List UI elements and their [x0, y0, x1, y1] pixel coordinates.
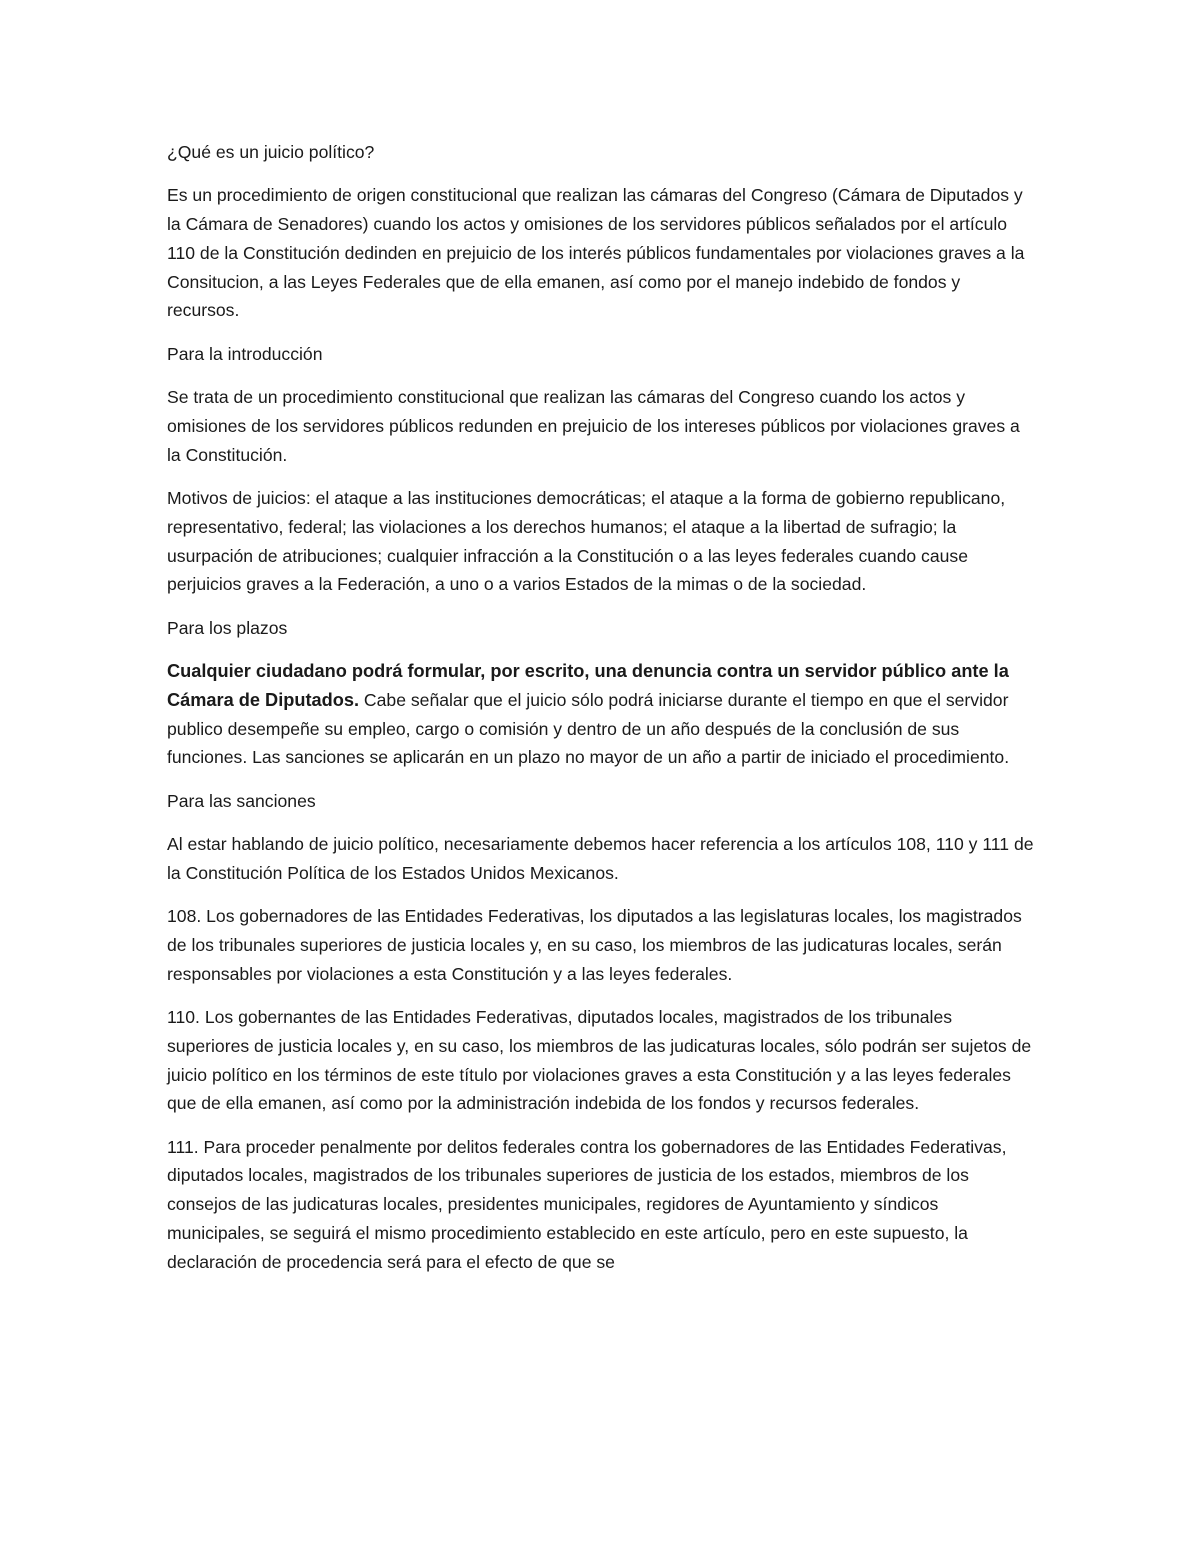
deadlines-bold-text: Cualquier ciudadano podrá formular, por escrito, una denuncia contra un servidor público ante la Cámara de Diputados. [167, 660, 1009, 710]
article-108-paragraph: 108. Los gobernadores de las Entidades Federativas, los diputados a las legislaturas locales, los magistrados de los tribunales superiores de justicia locales y, en su caso, los miembros de las judicaturas locales, serán responsables por violaciones a esta Constitución y a las leyes federales. [167, 906, 1022, 984]
article-110-paragraph: 110. Los gobernantes de las Entidades Federativas, diputados locales, magistrados de los tribunales superiores de justicia locales y, en su caso, los miembros de las judicaturas locales, sólo podrán ser sujetos de juicio político en los términos de este título por violaciones graves a esta Constitución y a las leyes federales que de ella emanen, así como por la administración indebida de los fondos y recursos federales. [167, 1006, 1032, 1114]
motives-paragraph: Motivos de juicios: el ataque a las instituciones democráticas; el ataque a la forma de gobierno republicano, representativo, federal; las violaciones a los derechos humanos; el ataque a la libertad de sufragio; la usurpación de atribuciones; cualquier infracción a la Constitución o a las leyes federales cuando cause perjuicios graves a la Federación, a uno o a varios Estados de la mimas o de la sociedad. [167, 487, 1006, 595]
intro-paragraph: Se trata de un procedimiento constitucional que realizan las cámaras del Congreso cuando los actos y omisiones de los servidores públicos redunden en prejuicio de los intereses públicos por violaciones graves a la Constitución. [167, 387, 1020, 465]
deadlines-text: Cabe señalar que el juicio sólo podrá iniciarse durante el tiempo en que el servidor publico desempeñe su empleo, cargo o comisión y dentro de un año después de la conclusión de sus funciones. Las sanciones se aplicarán en un plazo no mayor de un año a partir de iniciado el procedimiento. [167, 689, 1010, 768]
deadlines-heading: Para los plazos [167, 617, 288, 638]
deadlines-paragraph [167, 657, 1037, 772]
document-body [167, 138, 1037, 1291]
definition-paragraph: Es un procedimiento de origen constitucional que realizan las cámaras del Congreso (Cámara de Diputados y la Cámara de Senadores) cuando los actos y omisiones de los servidores públicos señalados por el artículo 110 de la Constitución dedinden en prejuicio de los interés públicos fundamentales por violaciones graves a la Consitucion, a las Leyes Federales que de ella emanen, así como por el manejo indebido de fondos y recursos. [167, 185, 1025, 321]
question-heading: ¿Qué es un juicio político? [167, 142, 375, 162]
article-111-paragraph: 111. Para proceder penalmente por delitos federales contra los gobernadores de las Entidades Federativas, diputados locales, magistrados de los tribunales superiores de justicia de los estados, miembros de los consejos de las judicaturas locales, presidentes municipales, regidores de Ayuntamiento y síndicos municipales, se seguirá el mismo procedimiento establecido en este artículo, pero en este supuesto, la declaración de procedencia será para el efecto de que se [167, 1136, 1007, 1272]
sanctions-paragraph: Al estar hablando de juicio político, necesariamente debemos hacer referencia a los artículos 108, 110 y 111 de la Constitución Política de los Estados Unidos Mexicanos. [167, 833, 1034, 883]
intro-heading: Para la introducción [167, 343, 323, 364]
sanctions-heading: Para las sanciones [167, 790, 316, 811]
